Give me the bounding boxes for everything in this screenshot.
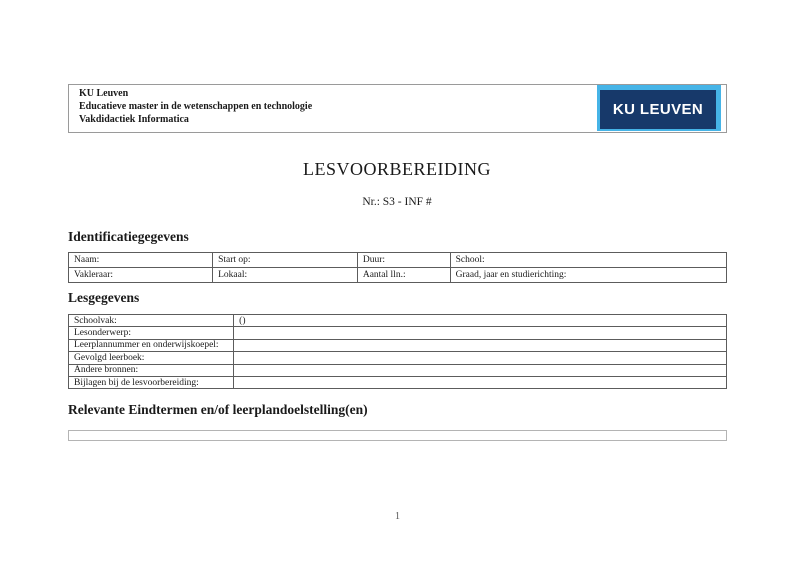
table-cell: Naam:	[69, 253, 213, 268]
section-heading-lesgegevens: Lesgegevens	[68, 290, 140, 305]
identificatie-table	[68, 252, 727, 283]
lesgegevens-table	[68, 314, 727, 389]
ku-leuven-logo	[597, 85, 721, 131]
table-cell-value	[234, 376, 727, 388]
table-cell: School:	[450, 253, 726, 268]
institution-line-2: Educatieve master in de wetenschappen en technologie	[79, 101, 313, 112]
eindtermen-box	[68, 430, 727, 441]
section-heading-identificatie: Identificatiegegevens	[68, 229, 189, 244]
table-row	[69, 376, 727, 388]
table-row	[69, 253, 727, 268]
table-cell-label: Bijlagen bij de lesvoorbereiding:	[69, 376, 234, 388]
table-cell-label: Lesonderwerp:	[69, 327, 234, 339]
table-cell: Aantal lln.:	[357, 268, 450, 283]
table-cell-label: Gevolgd leerboek:	[69, 352, 234, 364]
table-row	[69, 327, 727, 339]
table-cell-value	[234, 352, 727, 364]
table-cell: Start op:	[213, 253, 358, 268]
institution-line-1: KU Leuven	[79, 88, 129, 99]
document-number: Nr.: S3 - INF #	[362, 196, 432, 208]
table-cell-value	[234, 339, 727, 351]
ku-leuven-logo-text: KU LEUVEN	[612, 101, 704, 118]
table-cell-value	[234, 364, 727, 376]
table-row	[69, 315, 727, 327]
page-number: 1	[395, 511, 400, 522]
table-cell: Duur:	[357, 253, 450, 268]
section-heading-eindtermen: Relevante Eindtermen en/of leerplandoelstelling(en)	[68, 402, 368, 417]
table-cell-value	[234, 327, 727, 339]
table-row	[69, 339, 727, 351]
table-row	[69, 352, 727, 364]
table-cell-label: Andere bronnen:	[69, 364, 234, 376]
table-cell: Graad, jaar en studierichting:	[450, 268, 726, 283]
table-cell-value: ()	[234, 315, 727, 327]
table-row	[69, 268, 727, 283]
table-cell-label: Schoolvak:	[69, 315, 234, 327]
table-cell: Vakleraar:	[69, 268, 213, 283]
document-title: LESVOORBEREIDING	[303, 159, 491, 179]
table-row	[69, 364, 727, 376]
table-cell: Lokaal:	[213, 268, 358, 283]
institution-line-3: Vakdidactiek Informatica	[79, 114, 189, 125]
table-cell-label: Leerplannummer en onderwijskoepel:	[69, 339, 234, 351]
ku-leuven-logo-inner	[600, 90, 716, 129]
header-box	[68, 84, 727, 133]
institution-info	[79, 87, 312, 126]
